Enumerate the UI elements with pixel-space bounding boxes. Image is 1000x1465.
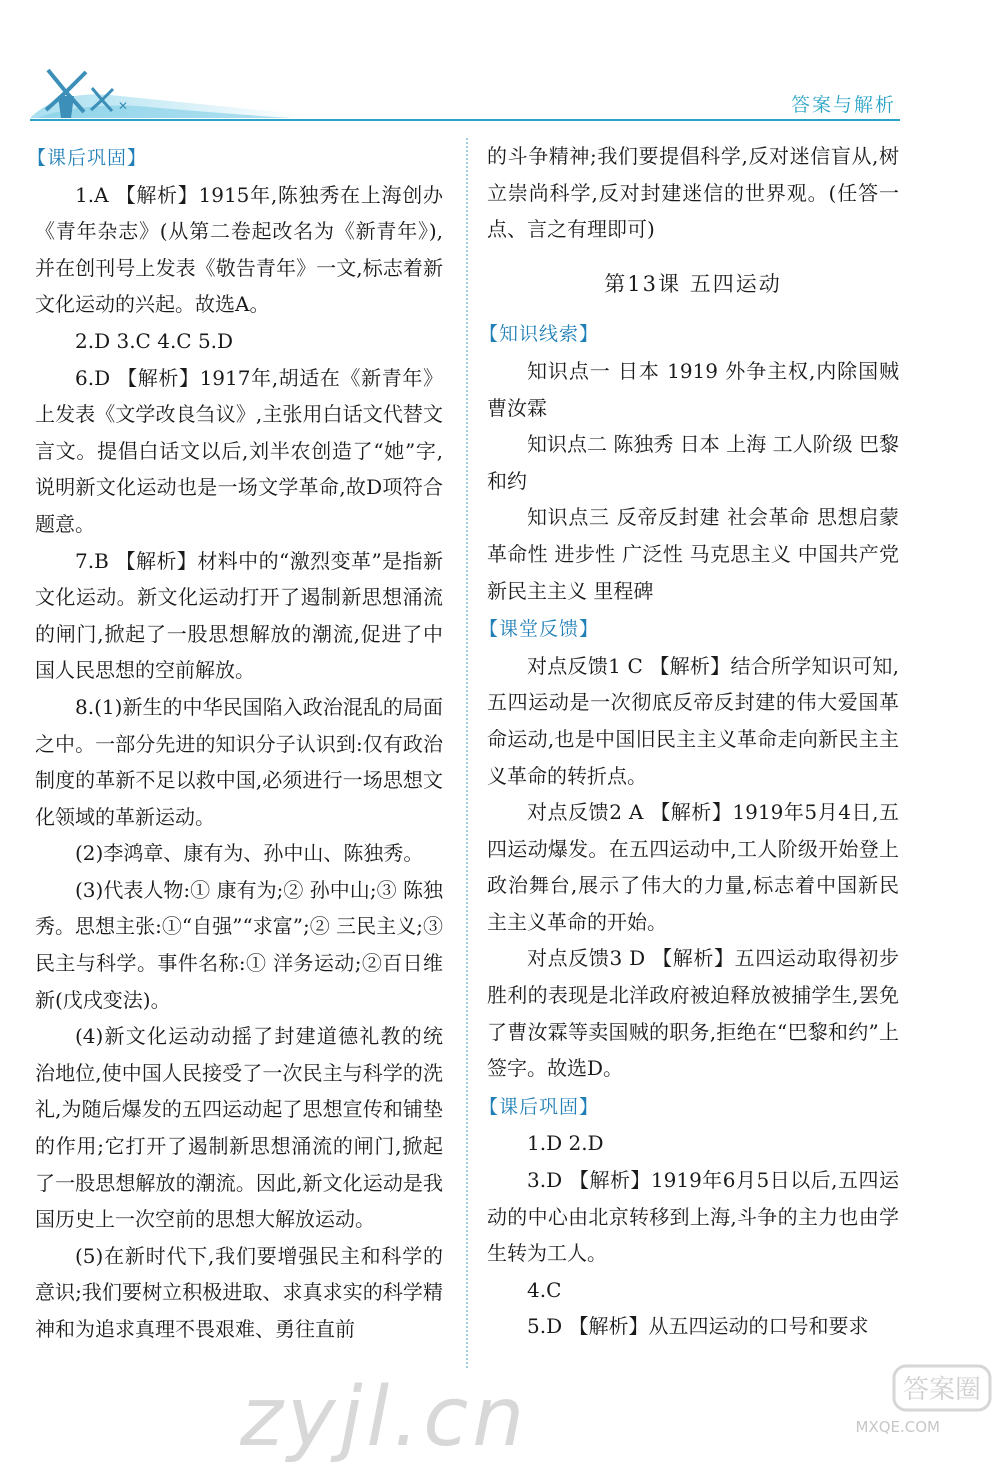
right-column xyxy=(479,138,899,1345)
page-header xyxy=(0,0,1000,125)
answer-paragraph: 1.D 2.D xyxy=(527,1131,604,1156)
answer-paragraph: 7.B 【解析】材料中的“激烈变革”是指新文化运动。新文化运动打开了遏制新思想涌流的闸门,掀起了一股思想解放的潮流,促进了中国人民思想的空前解放。 xyxy=(35,548,443,683)
feedback-paragraph: 对点反馈2 A 【解析】1919年5月4日,五四运动爆发。在五四运动中,工人阶级开始登上政治舞台,展示了伟大的力量,标志着中国新民主主义革命的开始。 xyxy=(487,800,899,934)
left-column xyxy=(27,138,443,1348)
answer-paragraph: (5)在新时代下,我们要增强民主和科学的意识;我们要树立积极进取、求真求实的科学精神和为追求真理不畏艰难、勇往直前 xyxy=(35,1243,443,1341)
section-title-homework: 【课后巩固】 xyxy=(27,147,148,169)
answer-paragraph: 8.(1)新生的中华民国陷入政治混乱的局面之中。一部分先进的知识分子认识到:仅有政治制度的革新不足以救中国,必须进行一场思想文化领域的革新运动。 xyxy=(35,694,443,829)
answer-paragraph: (3)代表人物:① 康有为;② 孙中山;③ 陈独秀。思想主张:①“自强”“求富”;② 三民主义;③ 民主与科学。事件名称:① 洋务运动;②百日维新(戊戌变法)。 xyxy=(35,877,443,1012)
knowledge-point: 知识点一 日本 1919 外争主权,内除国贼 曹汝霖 xyxy=(487,358,899,420)
watermark: zyjl.cn xyxy=(240,1370,529,1465)
continuation-paragraph: 的斗争精神;我们要提倡科学,反对迷信盲从,树立崇尚科学,反对封建迷信的世界观。(任答一点、言之有理即可) xyxy=(487,144,899,242)
answer-paragraph: 6.D 【解析】1917年,胡适在《新青年》上发表《文学改良刍议》,主张用白话文代替文言文。提倡白话文以后,刘半农创造了“她”字,说明新文化运动也是一场文学革命,故D项符合题意。 xyxy=(35,365,443,536)
answer-paragraph: 1.A 【解析】1915年,陈独秀在上海创办《青年杂志》(从第二卷起改名为《新青年》),并在创刊号上发表《敬告青年》一文,标志着新文化运动的兴起。故选A。 xyxy=(35,182,443,317)
answer-paragraph: 2.D 3.C 4.C 5.D xyxy=(75,328,234,353)
knowledge-point: 知识点三 反帝反封建 社会革命 思想启蒙 革命性 进步性 广泛性 马克思主义 中国共产党 新民主主义 里程碑 xyxy=(487,505,899,603)
answer-paragraph: 5.D 【解析】从五四运动的口号和要求 xyxy=(527,1314,869,1339)
corner-logo-text: 答案圈 xyxy=(902,1375,982,1405)
knowledge-point: 知识点二 陈独秀 日本 上海 工人阶级 巴黎和约 xyxy=(487,432,899,493)
lesson-title: 第13课 五四运动 xyxy=(604,271,782,296)
answer-paragraph: 3.D 【解析】1919年6月5日以后,五四运动的中心由北京转移到上海,斗争的主力也由学生转为工人。 xyxy=(487,1168,899,1266)
section-title-homework: 【课后巩固】 xyxy=(479,1095,600,1118)
column-divider xyxy=(466,138,468,1368)
section-title-feedback: 【课堂反馈】 xyxy=(479,618,600,641)
feedback-paragraph: 对点反馈3 D 【解析】五四运动取得初步胜利的表现是北洋政府被迫释放被捕学生,罢免了曹汝霖等卖国贼的职务,拒绝在“巴黎和约”上签字。故选D。 xyxy=(487,946,899,1081)
answer-paragraph: (2)李鸿章、康有为、孙中山、陈独秀。 xyxy=(75,841,424,866)
feedback-paragraph: 对点反馈1 C 【解析】结合所学知识可知,五四运动是一次彻底反帝反封建的伟大爱国革命运动,也是中国旧民主主义革命走向新民主主义革命的转折点。 xyxy=(487,653,899,788)
answer-paragraph: 4.C xyxy=(527,1277,562,1302)
bird-icon: ✕ xyxy=(118,99,129,113)
header-brand: 答案与解析 xyxy=(790,94,896,116)
corner-site: MXQE.COM xyxy=(855,1418,940,1436)
section-title-knowledge: 【知识线索】 xyxy=(479,323,600,346)
answer-paragraph: (4)新文化运动动摇了封建道德礼教的统治地位,使中国人民接受了一次民主与科学的洗礼,为随后爆发的五四运动起了思想宣传和铺垫的作用;它打开了遏制新思想涌流的闸门,掀起了一股思想解放的潮流。因此,新文化运动是我国历史上一次空前的思想大解放运动。 xyxy=(35,1024,443,1232)
